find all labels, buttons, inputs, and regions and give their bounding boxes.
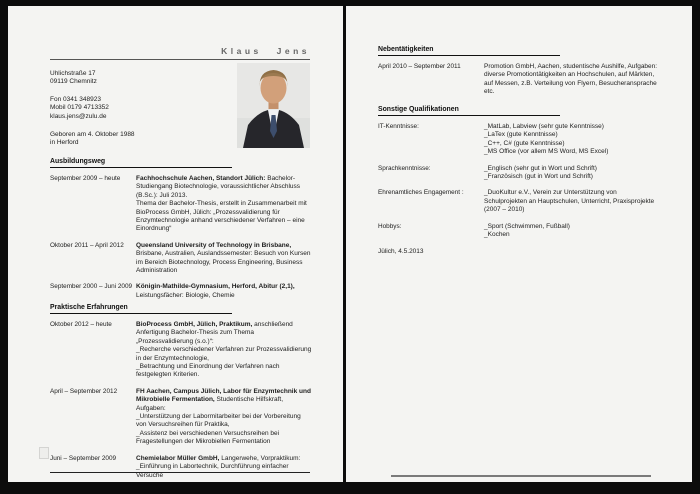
entry-text [136,242,312,276]
entry-date: April – September 2012 [50,387,118,395]
entry-tasks: _Einführung in Labortechnik, Durchführung einfacher Versuche [136,463,289,479]
applicant-name: Klaus Jens [50,46,310,60]
entry-detail: Brisbane, Australien, Auslandssemester: Besuch von Kursen im Bereich Biotechnology, Process Engineering, Business Administration [136,250,311,275]
qualification-items: _Englisch (sehr gut in Wort und Schrift) _Französisch (gut in Wort und Schrift) [484,164,597,181]
entry-company: FH Aachen, Campus Jülich, Labor für Enzymtechnik und Mikrobielle Fermentation, [136,387,311,404]
entry-company: Chemielabor Müller GmbH, [136,454,220,462]
entry-institution: Königin-Mathilde-Gymnasium, Herford, Abitur (2,1), [136,283,295,291]
experience-entry [50,455,312,480]
section-experience-title: Praktische Erfahrungen [50,304,232,314]
entry-text [136,175,312,234]
qualification-row [378,223,658,240]
entry-company: BioProcess GmbH, Jülich, Praktikum, [136,321,253,328]
qualification-items: _DuoKultur e.V., Verein zur Unterstützung von Schulprojekten an Hauptschulen, Unterricht, Praxisprojekte (2007 – 2010) [484,189,655,214]
experience-entry [50,321,312,380]
entry-date: Juni – September 2009 [50,454,117,462]
section-experience [50,304,312,488]
qualification-row [378,123,658,157]
header-block [50,46,310,60]
page1-footer-rule [50,472,310,473]
birth-block: Geboren am 4. Oktober 1988 in Herford [50,131,135,147]
address-block: Uhlichstraße 17 09119 Chemnitz [50,70,97,86]
entry-detail: Bachelor-Studiengang Biotechnologie, voraussichtlicher Abschluss (B.Sc.): Juli 2013. [136,175,301,199]
section-education-title: Ausbildungsweg [50,158,232,168]
entry-date: April 2010 – September 2011 [378,63,461,70]
contact-block: Fon 0341 348923 Mobil 0179 4713352 klaus.jens@zulu.de [50,96,109,120]
entry-text: Promotion GmbH, Aachen, studentische Aushilfe, Aufgaben: diverse Promotiontätigkeiten an Hochschulen, auf Märkten, auf Messen, z.B. Verteilung von Flyern, Besucheransprache etc. [484,63,658,96]
qualification-label: Hobbys: [378,222,402,230]
qualification-row [378,165,658,182]
entry-text [136,321,312,380]
education-entry [50,175,312,234]
section-side-jobs [378,46,658,105]
education-entry [50,242,312,276]
entry-date: Oktober 2011 – April 2012 [50,241,124,249]
section-qualifications-title: Sonstige Qualifikationen [378,106,560,116]
section-qualifications [378,106,658,247]
entry-tasks: _Recherche verschiedener Verfahren zur Prozessvalidierung in der Enzymtechnologie, _Betrachtung und Einordnung der Verfahren nach festgelegten Kriterien. [136,346,312,379]
entry-text [136,388,312,447]
qualification-items: _MatLab, Labview (sehr gute Kenntnisse) _LaTex (gute Kenntnisse) _C++, C# (gute Kenntnisse) _MS Office (vor allem MS Word, MS Excel) [484,123,609,156]
entry-institution: Queensland University of Technology in Brisbane, [136,241,292,249]
entry-detail: Leistungsfächer: Biologie, Chemie [136,291,235,299]
entry-paragraphs: Thema der Bachelor-Thesis, erstellt in Zusammenarbeit mit BioProcess GmbH, Jülich: „Prozessvalidierung für Enzymtechnologie anhand verschiedener Verfahren – eine Einordnung“ [136,200,307,233]
entry-detail: Langerwehe, Vorpraktikum: [219,454,301,462]
entry-institution: Fachhochschule Aachen, Standort Jülich: [136,175,266,182]
scan-artifact-box [39,447,49,459]
side-job-entry [378,63,658,97]
qualification-items: _Sport (Schwimmen, Fußball) _Kochen [484,222,570,239]
cv-page-2 [346,6,692,482]
entry-text [136,455,312,480]
portrait-photo [237,63,310,148]
cv-page-1 [8,6,343,482]
entry-date: Oktober 2012 – heute [50,321,112,328]
entry-detail: Studentische Hilfskraft, Aufgaben: [136,396,284,412]
entry-text [136,283,312,300]
section-education [50,158,312,308]
signature-place-date: Jülich, 4.5.2013 [378,248,424,255]
education-entry [50,283,312,300]
qualification-label: Sprachkenntnisse: [378,164,431,172]
entry-date: September 2009 – heute [50,175,121,182]
qualification-row [378,189,658,214]
entry-detail: anschließend Anfertigung Bachelor-Thesis zum Thema „Prozessvalidierung (s.o.)“: [136,321,293,345]
section-side-jobs-title: Nebentätigkeiten [378,46,560,56]
qualification-label: IT-Kenntnisse: [378,123,419,130]
qualification-label: Ehrenamtliches Engagement : [378,189,464,197]
experience-entry [50,388,312,447]
entry-date: September 2000 – Juni 2009 [50,283,133,291]
entry-tasks: _Unterstützung der Labormitarbeiter bei der Vorbereitung von Versuchsreihen für Praktika, _Assistenz bei verschiedenen Versuchsreihen bei Fragestellungen der Mikrobiellen Fermentation [136,413,301,446]
page2-footer-rule [391,475,651,477]
